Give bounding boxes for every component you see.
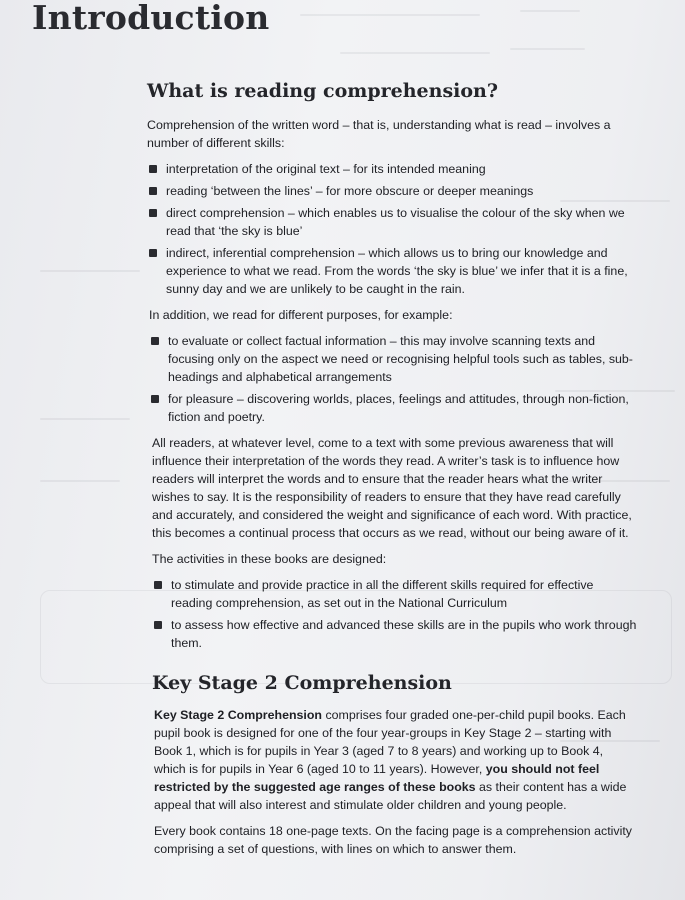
list-item: interpretation of the original text – for its intended meaning [147, 160, 637, 178]
key-stage-paragraph: Key Stage 2 Comprehension comprises four graded one-per-child pupil books. Each pupil book is designed for one of the four year-groups in Key Stage 2 – starting with Book 1, which is for pupils in Year 3 (aged 7 to 8 years) and working up to Book 4, which is for pupils in Year 6 (aged 10 to 11 years). However, you should not feel restricted by the suggested age ranges of these books as their content has a wide appeal that will also interest and stimulate older children and young people. [154, 708, 627, 812]
section-heading-key-stage-2: Key Stage 2 Comprehension [152, 672, 452, 694]
square-bullet-icon [149, 165, 157, 173]
section-heading-reading-comprehension: What is reading comprehension? [147, 80, 498, 102]
list-item: to evaluate or collect factual information – this may involve scanning texts and focusing only on the aspect we need or recognising helpful tools such as tables, sub-headings and alphabetical arrangements [149, 332, 637, 386]
book-contents-paragraph: Every book contains 18 one-page texts. On the facing page is a comprehension activity comprising a set of questions, with lines on which to answer them. [154, 824, 633, 856]
purposes-list [149, 332, 637, 426]
page-title: Introduction [32, 0, 270, 37]
square-bullet-icon [149, 209, 157, 217]
readers-block [152, 434, 637, 652]
skills-list [147, 160, 637, 298]
purposes-block [149, 306, 637, 426]
square-bullet-icon [154, 621, 162, 629]
square-bullet-icon [154, 581, 162, 589]
list-item: reading ‘between the lines’ – for more obscure or deeper meanings [147, 182, 637, 200]
square-bullet-icon [151, 337, 159, 345]
list-item: indirect, inferential comprehension – which allows us to bring our knowledge and experience to what we read. From the words ‘the sky is blue’ we infer that it is a fine, sunny day and we are unlikely to be caught in the rain. [147, 244, 637, 298]
activities-intro-paragraph: The activities in these books are designed: [152, 552, 387, 566]
key-stage-block [154, 706, 637, 858]
page-content [147, 78, 637, 866]
readers-paragraph: All readers, at whatever level, come to a text with some previous awareness that will influence their interpretation of the words they read. A writer’s task is to influence how readers will interpret the words and to ensure that the reader hears what the writer wishes to say. It is the responsibility of readers to ensure that they have read carefully and accurately, and considered the weight and significance of each word. With practice, this becomes a continual process that occurs as we read, without our being aware of it. [152, 436, 632, 540]
book-title-bold: Key Stage 2 Comprehension [154, 708, 323, 722]
square-bullet-icon [151, 395, 159, 403]
skills-intro-paragraph: Comprehension of the written word – that is, understanding what is read – involves a number of different skills: [147, 118, 611, 150]
list-item: direct comprehension – which enables us to visualise the colour of the sky when we read that ‘the sky is blue’ [147, 204, 637, 240]
activities-list [152, 576, 637, 652]
emphasis-bold: you should not feel restricted by the suggested age ranges of these books [154, 762, 600, 794]
square-bullet-icon [149, 187, 157, 195]
purposes-intro-paragraph: In addition, we read for different purposes, for example: [149, 308, 453, 322]
list-item: to assess how effective and advanced these skills are in the pupils who work through them. [152, 616, 637, 652]
square-bullet-icon [149, 249, 157, 257]
list-item: for pleasure – discovering worlds, places, feelings and attitudes, through non-fiction, fiction and poetry. [149, 390, 637, 426]
list-item: to stimulate and provide practice in all the different skills required for effective reading comprehension, as set out in the National Curriculum [152, 576, 637, 612]
